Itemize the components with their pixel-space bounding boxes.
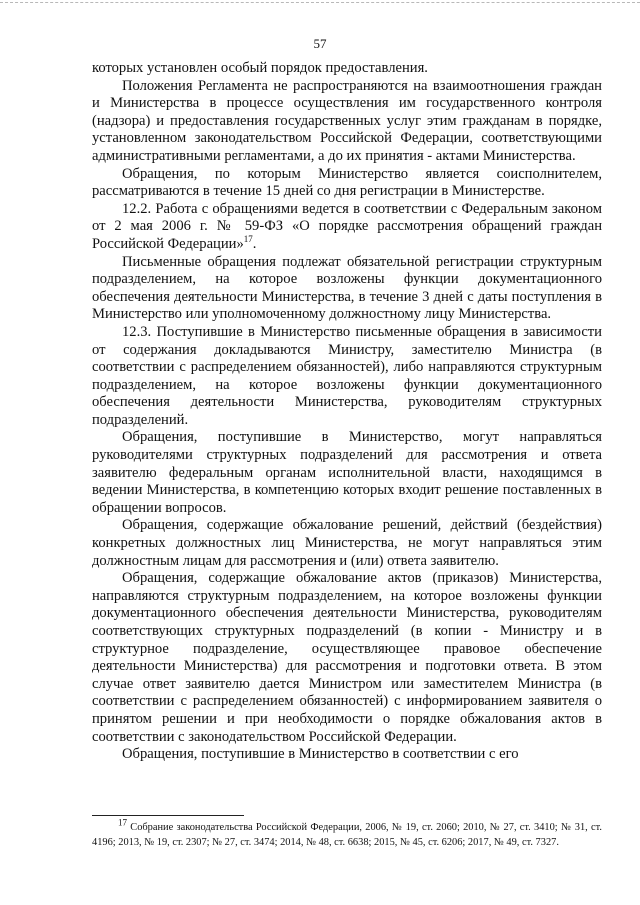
paragraph: Обращения, содержащие обжалование актов (приказов) Министерства, направляются структурным подразделением, на которое возложены функции документационного обеспечения деятельности Министерства, руководителям соответствующих структурных подразделений (в копии - Министру и в структурное подразделение, осуществляющее правовое обеспечение деятельности Министерства) для рассмотрения и подготовки ответа. В этом случае ответ заявителю дается Министром или заместителем Министра (в соответствии с распределением обязанностей) с информированием заявителя о принятом решении и при необходимости о порядке обжалования актов в соответствии с законодательством Российской Федерации. <box>92 570 602 745</box>
document-body <box>92 60 602 764</box>
paragraph: Обращения, поступившие в Министерство, могут направляться руководителями структурных подразделений для рассмотрения и ответа заявителю федеральным органам исполнительной власти, находящимся в ведении Министерства, в компетенцию которых входит решение поставленных в обращении вопросов. <box>92 429 602 516</box>
footnote-text: Собрание законодательства Российской Федерации, 2006, № 19, ст. 2060; 2010, № 27, ст. 3410; № 31, ст. 4196; 2013, № 19, ст. 2307; № 27, ст. 3474; 2014, № 48, ст. 6638; 2015, № 45, ст. 6206; 2017, № 49, ст. 7327. <box>92 822 602 848</box>
paragraph: которых установлен особый порядок предоставления. <box>92 60 428 76</box>
footnote <box>92 817 602 850</box>
paragraph: Письменные обращения подлежат обязательной регистрации структурным подразделением, на которое возложены функции документационного обеспечения деятельности Министерства, в течение 3 дней с даты поступления в Министерство или уполномоченному должностному лицу Министерства. <box>92 253 602 323</box>
footnote-marker: 17 <box>118 817 127 828</box>
paragraph: Положения Регламента не распространяются на взаимоотношения граждан и Министерства в процессе осуществления им государственного контроля (надзора) и предоставления государственных услуг этим гражданам в порядке, установленном законодательством Российской Федерации, соответствующими административными регламентами, а до их принятия - актами Министерства. <box>92 77 602 164</box>
top-scan-rule <box>0 2 640 3</box>
footnote-reference: 17 <box>243 234 253 245</box>
page-number: 57 <box>313 36 327 51</box>
paragraph: 12.3. Поступившие в Министерство письменные обращения в зависимости от содержания докладываются Министру, заместителю Министра (в соответствии с распределением обязанностей), либо направляются структурным подразделением, на которое возложены функции документационного обеспечения деятельности Министерства, руководителям структурных подразделений. <box>92 323 602 428</box>
paragraph: 12.2. Работа с обращениями ведется в соответствии с Федеральным законом от 2 мая 2006 г. № 59-ФЗ «О порядке рассмотрения обращений граждан Российской Федерации»$^{17}$. <box>92 200 602 252</box>
paragraph: Обращения, по которым Министерство является соисполнителем, рассматриваются в течение 15 дней со дня регистрации в Министерстве. <box>92 165 602 200</box>
paragraph: Обращения, поступившие в Министерство в соответствии с его <box>122 746 519 763</box>
footnote-divider <box>92 815 244 816</box>
paragraph: Обращения, содержащие обжалование решений, действий (бездействия) конкретных должностных лиц Министерства, не могут направляться этим должностным лицам для рассмотрения и (или) ответа заявителю. <box>92 517 602 569</box>
